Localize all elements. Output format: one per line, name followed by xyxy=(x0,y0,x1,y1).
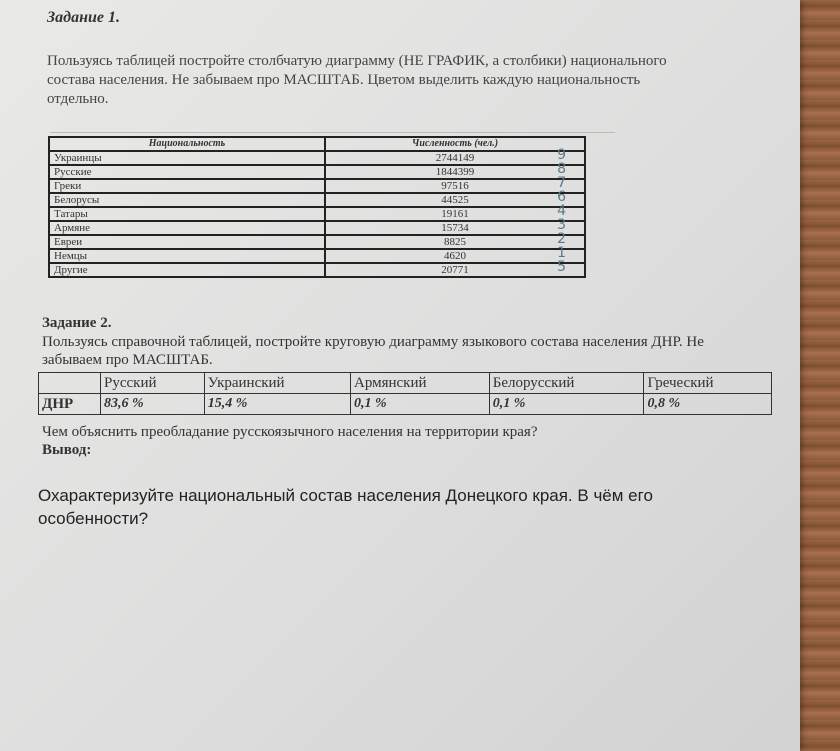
nationality-cell: Украинцы xyxy=(49,151,325,165)
task3-question: Охарактеризуйте национальный состав населения Донецкого края. В чём его особенности? xyxy=(38,486,653,528)
handwritten-rank: 8 xyxy=(557,161,566,177)
language-share-cell: 83,6 % xyxy=(101,394,205,415)
region-label: ДНР xyxy=(39,394,101,415)
language-share-cell: 15,4 % xyxy=(204,394,350,415)
handwritten-rank: 9 xyxy=(557,147,566,163)
header-nationality: Национальность xyxy=(49,137,325,151)
count-cell: 97516 7 xyxy=(325,179,585,193)
count-cell: 20771 5 xyxy=(325,263,585,277)
language-header: Греческий xyxy=(644,373,772,394)
language-header: Украинский xyxy=(204,373,350,394)
nationality-cell: Евреи xyxy=(49,235,325,249)
wooden-table-edge xyxy=(796,0,840,751)
language-share-cell: 0,1 % xyxy=(350,394,489,415)
handwritten-rank: 7 xyxy=(557,175,566,191)
language-header: Русский xyxy=(101,373,205,394)
nationality-cell: Другие xyxy=(49,263,325,277)
language-share-cell: 0,1 % xyxy=(489,394,644,415)
handwritten-rank: 4 xyxy=(557,203,566,219)
divider-line xyxy=(50,132,615,133)
count-cell: 8825 2 xyxy=(325,235,585,249)
task2-question: Чем объяснить преобладание русскоязычного населения на территории края? xyxy=(42,424,538,440)
table-row xyxy=(49,235,585,249)
count-cell: 1844399 8 xyxy=(325,165,585,179)
nationality-table xyxy=(48,136,586,278)
count-cell: 44525 6 xyxy=(325,193,585,207)
table-row xyxy=(49,151,585,165)
handwritten-rank: 6 xyxy=(557,189,566,205)
table-header-row xyxy=(49,137,585,151)
table-row xyxy=(49,249,585,263)
nationality-cell: Русские xyxy=(49,165,325,179)
nationality-cell: Греки xyxy=(49,179,325,193)
table-row xyxy=(49,221,585,235)
task1-instructions: Пользуясь таблицей постройте столбчатую диаграмму (НЕ ГРАФИК, а столбики) национального состава населения. Не забываем про МАСШТАБ. Цветом выделить каждую национальность отдельно. xyxy=(47,53,667,107)
handwritten-rank: 1 xyxy=(557,245,566,261)
nationality-cell: Армяне xyxy=(49,221,325,235)
language-table xyxy=(38,372,772,415)
handwritten-rank: 3 xyxy=(557,217,566,233)
count-cell: 4620 1 xyxy=(325,249,585,263)
empty-corner-cell xyxy=(39,373,101,394)
language-header: Армянский xyxy=(350,373,489,394)
table-row xyxy=(49,179,585,193)
language-value-row xyxy=(39,394,772,415)
handwritten-rank: 2 xyxy=(557,231,566,247)
task1-title: Задание 1. xyxy=(47,9,120,26)
table-row xyxy=(49,263,585,277)
handwritten-rank: 5 xyxy=(557,259,566,275)
conclusion-label: Вывод: xyxy=(42,442,92,458)
nationality-cell: Немцы xyxy=(49,249,325,263)
nationality-cell: Белорусы xyxy=(49,193,325,207)
table-row xyxy=(49,165,585,179)
language-header-row xyxy=(39,373,772,394)
table-row xyxy=(49,193,585,207)
task2-title: Задание 2. xyxy=(42,315,112,331)
count-cell: 15734 3 xyxy=(325,221,585,235)
count-cell: 2744149 9 xyxy=(325,151,585,165)
nationality-cell: Татары xyxy=(49,207,325,221)
language-header: Белорусский xyxy=(489,373,644,394)
header-count: Численность (чел.) xyxy=(325,137,585,151)
task2-instructions: Пользуясь справочной таблицей, постройте круговую диаграмму языкового состава населения ДНР. Не забываем про МАСШТАБ. xyxy=(42,334,704,368)
table-row xyxy=(49,207,585,221)
count-cell: 19161 4 xyxy=(325,207,585,221)
language-share-cell: 0,8 % xyxy=(644,394,772,415)
